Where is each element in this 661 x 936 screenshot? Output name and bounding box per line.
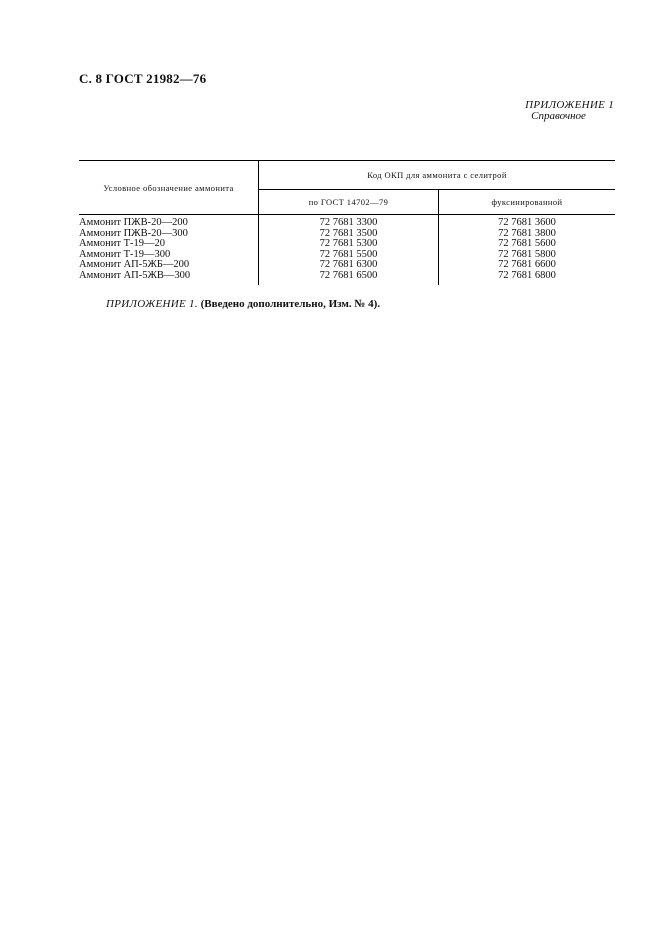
- column-header-gost: по ГОСТ 14702—79: [259, 190, 439, 215]
- column-header-name: Условное обозначение аммонита: [79, 161, 259, 215]
- note-label: ПРИЛОЖЕНИЕ 1.: [106, 298, 198, 310]
- okp-code-fuchsin: 72 7681 3800: [498, 227, 556, 239]
- table-header-row: [79, 161, 615, 190]
- column-header-fuchsin: фуксинированной: [439, 190, 616, 215]
- okp-code-fuchsin: 72 7681 5600: [498, 238, 556, 250]
- appendix-subtitle: Справочное: [531, 110, 586, 122]
- okp-code-gost: 72 7681 3500: [259, 229, 439, 240]
- amendment-note: [106, 298, 380, 310]
- ammonite-name: Аммонит Т-19—300: [79, 250, 259, 261]
- table-row: [79, 215, 615, 229]
- note-text: (Введено дополнительно, Изм. № 4).: [200, 298, 381, 310]
- okp-code-gost: 72 7681 3300: [259, 215, 439, 229]
- page-header: С. 8 ГОСТ 21982—76: [79, 71, 207, 86]
- okp-code-gost: 72 7681 6300: [259, 260, 439, 271]
- okp-code-gost: 72 7681 6500: [259, 271, 439, 285]
- table-row: [79, 271, 615, 285]
- ammonite-name: Аммонит АП-5ЖБ—200: [79, 260, 259, 271]
- okp-code-table: [79, 160, 615, 285]
- okp-code-fuchsin: 72 7681 5800: [498, 248, 556, 260]
- okp-code-gost: 72 7681 5500: [259, 250, 439, 261]
- appendix-block: [525, 100, 614, 122]
- column-group-header: Код ОКП для аммонита с селитрой: [259, 161, 616, 190]
- ammonite-name: Аммонит Т-19—20: [79, 239, 259, 250]
- ammonite-name: Аммонит ПЖВ-20—300: [79, 229, 259, 240]
- okp-code-fuchsin: 72 7681 6800: [498, 269, 556, 281]
- appendix-title: ПРИЛОЖЕНИЕ 1: [525, 99, 614, 111]
- okp-code-fuchsin: 72 7681 6600: [498, 259, 556, 271]
- ammonite-name: Аммонит ПЖВ-20—200: [79, 215, 259, 229]
- ammonite-name: Аммонит АП-5ЖВ—300: [79, 271, 259, 285]
- okp-code-gost: 72 7681 5300: [259, 239, 439, 250]
- okp-code-fuchsin: 72 7681 3600: [498, 217, 556, 228]
